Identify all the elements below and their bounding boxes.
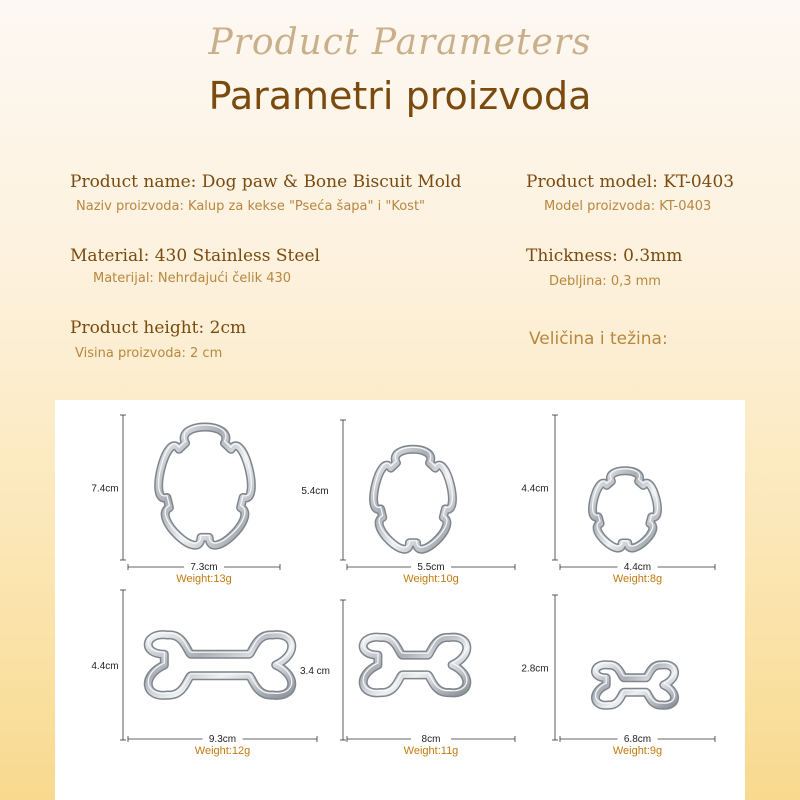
height-label-6: 2.8cm xyxy=(521,663,549,675)
weight-label-3: Weight:8g xyxy=(612,573,663,585)
weight-label-4: Weight:12g xyxy=(194,745,251,757)
bone-mold-6 xyxy=(596,665,675,705)
weight-label-6: Weight:9g xyxy=(612,745,663,757)
size-weight-label: Veličina i težina: xyxy=(529,329,668,349)
product-model-sr: Model proizvoda: KT-0403 xyxy=(544,199,712,214)
material-en: Material: 430 Stainless Steel xyxy=(70,246,320,266)
bone-mold-edge-4 xyxy=(148,635,291,696)
width-label-3: 4.4cm xyxy=(623,562,652,573)
bone-mold-4 xyxy=(148,635,291,696)
width-label-4: 9.3cm xyxy=(208,734,237,745)
height-label-3: 4.4cm xyxy=(521,483,549,495)
material-sr: Materijal: Nehrđajući čelik 430 xyxy=(93,271,292,286)
script-title: Product Parameters xyxy=(208,22,592,63)
height-label-5: 3.4 cm xyxy=(299,666,331,677)
product-model-en: Product model: KT-0403 xyxy=(526,172,735,192)
bone-mold-highlight-4 xyxy=(148,633,291,694)
molds-illustration xyxy=(55,400,745,800)
page-title: Parametri proizvoda xyxy=(208,74,592,118)
weight-label-5: Weight:11g xyxy=(403,745,459,757)
bone-mold-5 xyxy=(363,637,467,693)
height-sr: Visina proizvoda: 2 cm xyxy=(75,346,223,361)
height-label-2: 5.4cm xyxy=(301,486,329,497)
weight-label-2: Weight:10g xyxy=(403,573,459,585)
height-en: Product height: 2cm xyxy=(70,318,247,338)
width-label-2: 5.5cm xyxy=(417,562,445,573)
thickness-sr: Debljina: 0,3 mm xyxy=(549,274,661,289)
product-name-en: Product name: Dog paw & Bone Biscuit Mold xyxy=(70,172,462,192)
weight-label-1: Weight:13g xyxy=(176,573,232,585)
width-label-6: 6.8cm xyxy=(623,734,652,745)
thickness-en: Thickness: 0.3mm xyxy=(526,246,683,266)
width-label-5: 8cm xyxy=(421,734,441,745)
product-name-sr: Naziv proizvoda: Kalup za kekse "Pseća šapa" i "Kost" xyxy=(76,199,426,214)
height-label-4: 4.4cm xyxy=(91,661,119,672)
height-label-1: 7.4cm xyxy=(91,483,119,495)
molds-panel xyxy=(55,400,745,800)
width-label-1: 7.3cm xyxy=(190,562,218,573)
